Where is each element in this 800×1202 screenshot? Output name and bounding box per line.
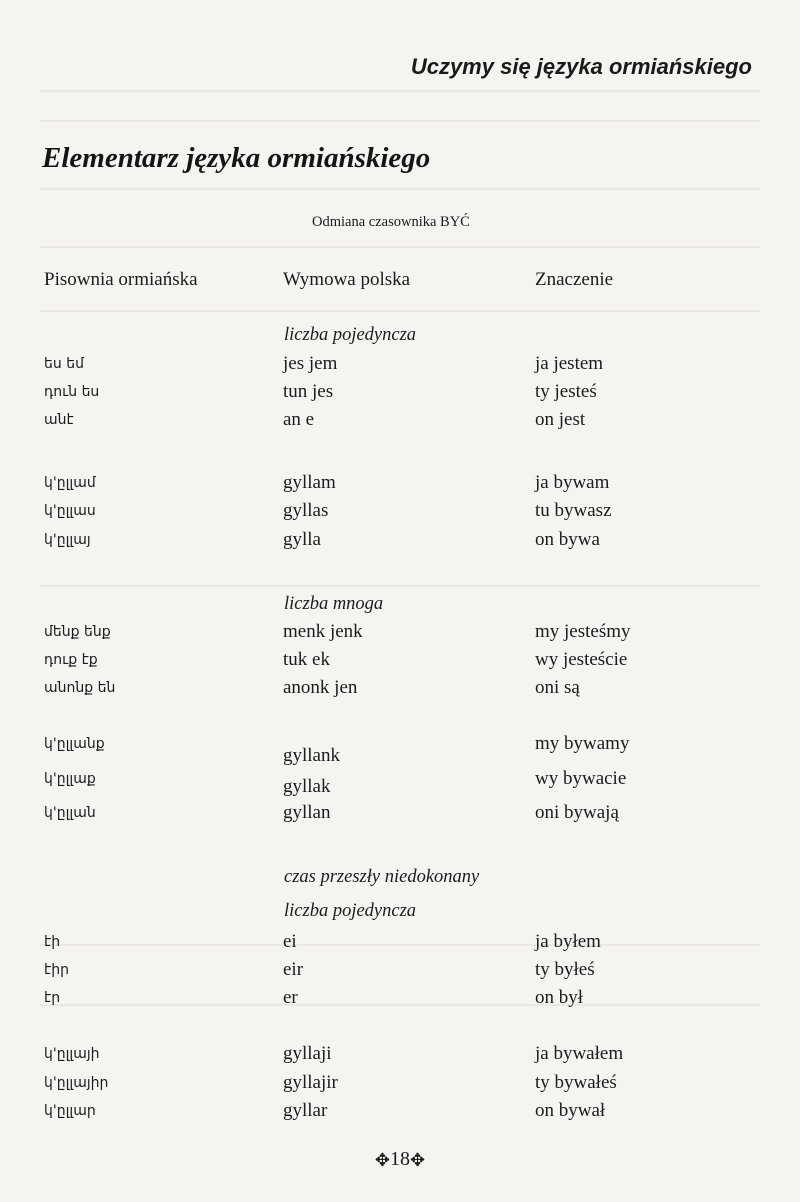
armenian-spelling: դուք էք (44, 652, 98, 668)
armenian-spelling: անէ (44, 412, 74, 428)
section-subtitle: Odmiana czasownika BYĆ (312, 214, 470, 230)
ornament-right-icon: ✥ (410, 1149, 426, 1170)
table-row (0, 529, 800, 557)
armenian-spelling: կ'ըլլայի (44, 1046, 100, 1062)
meaning: on bywa (535, 529, 600, 550)
meaning: ja jestem (535, 353, 604, 374)
meaning: ja byłem (535, 931, 601, 952)
group-label-singular-past: liczba pojedyncza (284, 901, 417, 921)
polish-pronunciation: ei (283, 931, 297, 952)
armenian-spelling: մենք ենք (44, 624, 111, 640)
meaning: ja bywałem (535, 1043, 624, 1064)
meaning: wy jesteście (535, 649, 628, 670)
meaning: ja bywam (535, 472, 610, 493)
polish-pronunciation: gyllar (283, 1100, 328, 1121)
column-header-meaning: Znaczenie (535, 269, 614, 290)
armenian-spelling: եu եմ (44, 356, 84, 372)
group-label-past-tense: czas przeszły niedokonany (284, 867, 480, 887)
polish-pronunciation: gyllam (283, 472, 336, 493)
running-header: Uczymy się języka ormiańskiego (410, 54, 752, 79)
polish-pronunciation: gyllaji (283, 1043, 332, 1064)
table-row (0, 677, 800, 705)
page-footer (0, 1148, 800, 1171)
meaning: ty jesteś (535, 381, 597, 402)
polish-pronunciation: gyllas (283, 500, 329, 521)
table-row (0, 500, 800, 528)
group-label-singular-present: liczba pojedyncza (284, 325, 417, 345)
group-label-plural-present: liczba mnoga (284, 594, 384, 614)
polish-pronunciation: gyllan (283, 802, 331, 823)
armenian-spelling: կ'ըլլամ (44, 475, 96, 491)
armenian-spelling: կ'ըլլան (44, 805, 96, 821)
meaning: my bywamy (535, 733, 630, 754)
meaning: oni bywają (535, 802, 619, 823)
table-row (0, 987, 800, 1015)
table-row (0, 802, 800, 830)
table-row (0, 1043, 800, 1071)
polish-pronunciation: jes jem (283, 353, 338, 374)
table-row (0, 768, 800, 796)
polish-pronunciation: tun jes (283, 381, 334, 402)
meaning: on bywał (535, 1100, 606, 1121)
polish-pronunciation: er (283, 987, 298, 1008)
polish-pronunciation: an e (283, 409, 315, 430)
column-header-spelling: Pisownia ormiańska (44, 269, 198, 290)
ornament-left-icon: ✥ (374, 1149, 390, 1170)
table-row (0, 472, 800, 500)
armenian-spelling: դուն եu (44, 384, 100, 400)
meaning: wy bywacie (535, 768, 627, 789)
polish-pronunciation: gyllank (283, 745, 340, 766)
page-number: 18 (390, 1148, 410, 1170)
column-header-pronunciation: Wymowa polska (283, 269, 411, 290)
table-row (0, 959, 800, 987)
meaning: on jest (535, 409, 586, 430)
polish-pronunciation: menk jenk (283, 621, 363, 642)
page-title: Elementarz języka ormiańskiego (42, 142, 431, 174)
table-row (0, 1072, 800, 1100)
meaning: oni są (535, 677, 580, 698)
armenian-spelling: կ'ըլլանք (44, 736, 105, 752)
polish-pronunciation: gyllajir (283, 1072, 338, 1093)
table-row (0, 649, 800, 677)
table-row (0, 621, 800, 649)
table-row (0, 1100, 800, 1128)
polish-pronunciation: eir (283, 959, 304, 980)
table-row (0, 409, 800, 437)
table-row (0, 353, 800, 381)
meaning: my jesteśmy (535, 621, 631, 642)
meaning: ty bywałeś (535, 1072, 617, 1093)
armenian-spelling: էի (44, 934, 61, 950)
polish-pronunciation: tuk ek (283, 649, 330, 670)
polish-pronunciation: gylla (283, 529, 321, 550)
armenian-spelling: էր (44, 990, 61, 1006)
armenian-spelling: կ'ըլլաք (44, 771, 96, 787)
armenian-spelling: կ'ըլլար (44, 1103, 96, 1119)
polish-pronunciation: anonk jen (283, 677, 358, 698)
armenian-spelling: կ'ըլլայիր (44, 1075, 109, 1091)
armenian-spelling: անոնք են (44, 680, 116, 696)
polish-pronunciation: gyllak (283, 776, 331, 797)
armenian-spelling: էիր (44, 962, 69, 978)
meaning: ty byłeś (535, 959, 595, 980)
table-row (0, 381, 800, 409)
meaning: tu bywasz (535, 500, 612, 521)
armenian-spelling: կ'ըլլայ (44, 532, 91, 548)
armenian-spelling: կ'ըլլաս (44, 503, 96, 519)
table-row (0, 733, 800, 766)
meaning: on był (535, 987, 584, 1008)
table-row (0, 931, 800, 959)
